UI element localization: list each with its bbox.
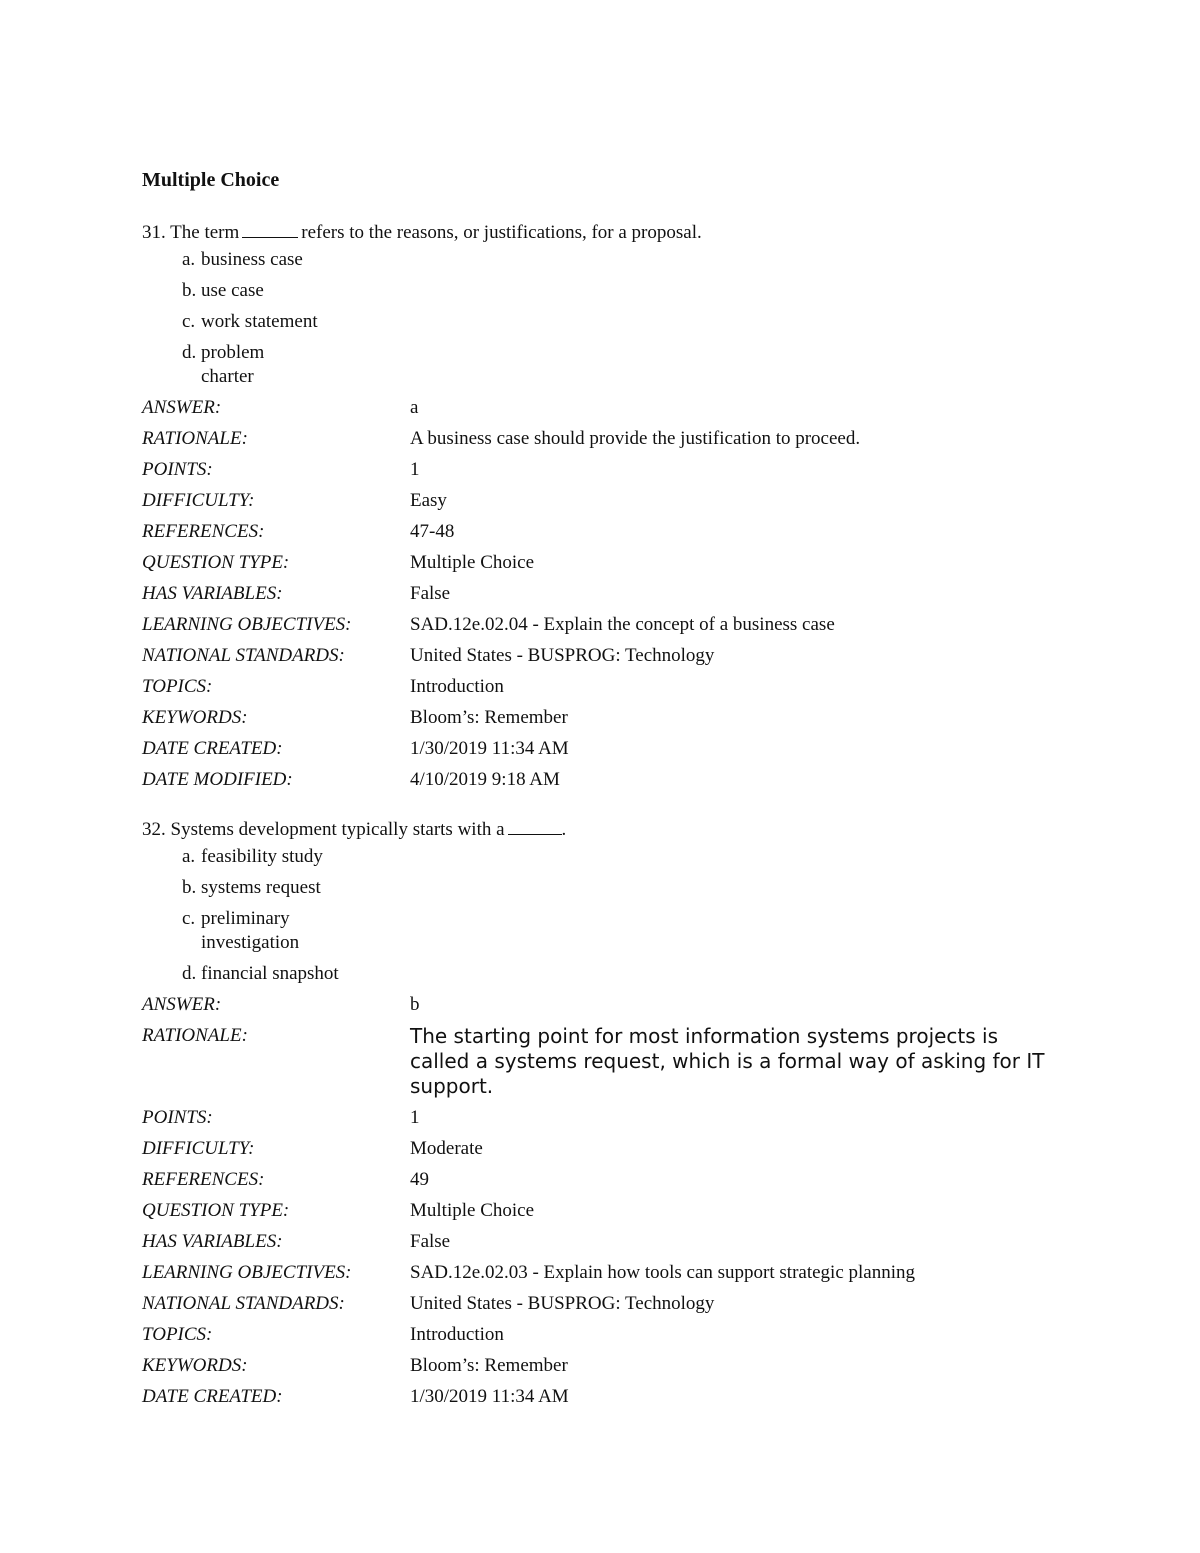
choice-text: feasibility study [201, 846, 323, 867]
keywords-label: KEYWORDS: [142, 1355, 248, 1376]
question-31 [142, 220, 1062, 799]
stem-text-before: 31. The term [142, 222, 240, 243]
topics-row [142, 675, 1062, 699]
difficulty-value: Easy [410, 490, 447, 511]
answer-value: a [410, 397, 419, 418]
section-title: Multiple Choice [142, 169, 280, 191]
question-metadata [142, 993, 1062, 1409]
answer-row [142, 396, 1062, 420]
keywords-value: Bloom’s: Remember [410, 1355, 568, 1376]
date-created-value: 1/30/2019 11:34 AM [410, 738, 569, 759]
national-standards-row [142, 1292, 1062, 1316]
references-label: REFERENCES: [142, 521, 265, 542]
topics-label: TOPICS: [142, 1324, 213, 1345]
choice-letter: b. [182, 280, 197, 301]
keywords-row [142, 1354, 1062, 1378]
learning-objectives-label: LEARNING OBJECTIVES: [142, 1262, 352, 1283]
difficulty-label: DIFFICULTY: [142, 490, 255, 511]
choice-text: financial snapshot [201, 963, 339, 984]
answer-label: ANSWER: [142, 397, 222, 418]
learning-objectives-value: SAD.12e.02.04 - Explain the concept of a business case [410, 614, 835, 635]
choice-d [142, 962, 401, 986]
choice-text: use case [201, 280, 264, 301]
choice-letter: d. [182, 963, 197, 984]
date-created-label: DATE CREATED: [142, 1386, 283, 1407]
keywords-value: Bloom’s: Remember [410, 707, 568, 728]
date-created-label: DATE CREATED: [142, 738, 283, 759]
question-type-value: Multiple Choice [410, 1200, 535, 1221]
choice-letter: b. [182, 877, 197, 898]
choice-d [142, 341, 281, 389]
topics-value: Introduction [410, 676, 504, 697]
has-variables-row [142, 582, 1062, 606]
choice-c [142, 907, 316, 955]
question-stem [142, 817, 1062, 842]
choice-text: preliminary investigation [201, 908, 300, 953]
learning-objectives-value: SAD.12e.02.03 - Explain how tools can support strategic planning [410, 1262, 916, 1283]
references-row [142, 520, 1062, 544]
date-modified-value: 4/10/2019 9:18 AM [410, 769, 560, 790]
answer-blank [508, 817, 562, 835]
references-label: REFERENCES: [142, 1169, 265, 1190]
answer-value: b [410, 994, 420, 1015]
answer-blank [242, 220, 298, 238]
references-value: 47-48 [410, 521, 455, 542]
choice-b [142, 876, 401, 900]
question-type-row [142, 1199, 1062, 1223]
question-type-row [142, 551, 1062, 575]
rationale-row [142, 427, 1062, 451]
has-variables-label: HAS VARIABLES: [142, 583, 283, 604]
date-created-row [142, 1385, 1062, 1409]
learning-objectives-row [142, 1261, 1062, 1285]
keywords-row [142, 706, 1062, 730]
national-standards-value: United States - BUSPROG: Technology [410, 1293, 715, 1314]
topics-value: Introduction [410, 1324, 504, 1345]
choice-text: work statement [201, 311, 318, 332]
stem-text-after: refers to the reasons, or justifications, for a proposal. [301, 222, 702, 243]
rationale-label: RATIONALE: [142, 428, 248, 449]
choice-letter: a. [182, 249, 196, 270]
difficulty-label: DIFFICULTY: [142, 1138, 255, 1159]
choice-list [142, 248, 1062, 389]
keywords-label: KEYWORDS: [142, 707, 248, 728]
rationale-value: A business case should provide the justification to proceed. [410, 428, 861, 449]
difficulty-row [142, 1137, 1062, 1161]
choice-a [142, 248, 401, 272]
question-32 [142, 817, 1062, 1416]
choice-list [142, 845, 1062, 986]
date-created-value: 1/30/2019 11:34 AM [410, 1386, 569, 1407]
choice-text: systems request [201, 877, 321, 898]
answer-label: ANSWER: [142, 994, 222, 1015]
points-row [142, 1106, 1062, 1130]
national-standards-label: NATIONAL STANDARDS: [142, 1293, 345, 1314]
national-standards-row [142, 644, 1062, 668]
question-type-value: Multiple Choice [410, 552, 535, 573]
choice-letter: c. [182, 908, 196, 929]
choice-c [142, 310, 401, 334]
question-type-label: QUESTION TYPE: [142, 552, 290, 573]
topics-row [142, 1323, 1062, 1347]
points-label: POINTS: [142, 459, 213, 480]
national-standards-label: NATIONAL STANDARDS: [142, 645, 345, 666]
difficulty-value: Moderate [410, 1138, 483, 1159]
stem-text-after: . [561, 819, 567, 840]
date-created-row [142, 737, 1062, 761]
references-row [142, 1168, 1062, 1192]
learning-objectives-label: LEARNING OBJECTIVES: [142, 614, 352, 635]
choice-text: business case [201, 249, 303, 270]
points-value: 1 [410, 1107, 420, 1128]
has-variables-value: False [410, 1231, 451, 1252]
choice-text: problem charter [201, 342, 265, 387]
choice-letter: d. [182, 342, 197, 363]
rationale-row [142, 1024, 1062, 1099]
rationale-value: The starting point for most information systems projects is called a systems request, which is a formal way of asking for IT support. [410, 1024, 1045, 1098]
stem-text-before: 32. Systems development typically starts with a [142, 819, 505, 840]
choice-b [142, 279, 401, 303]
answer-row [142, 993, 1062, 1017]
choice-a [142, 845, 401, 869]
points-value: 1 [410, 459, 420, 480]
learning-objectives-row [142, 613, 1062, 637]
topics-label: TOPICS: [142, 676, 213, 697]
rationale-label: RATIONALE: [142, 1025, 248, 1046]
question-stem [142, 220, 1062, 245]
has-variables-row [142, 1230, 1062, 1254]
choice-letter: a. [182, 846, 196, 867]
national-standards-value: United States - BUSPROG: Technology [410, 645, 715, 666]
has-variables-label: HAS VARIABLES: [142, 1231, 283, 1252]
points-row [142, 458, 1062, 482]
question-type-label: QUESTION TYPE: [142, 1200, 290, 1221]
date-modified-row [142, 768, 1062, 792]
has-variables-value: False [410, 583, 451, 604]
choice-letter: c. [182, 311, 196, 332]
difficulty-row [142, 489, 1062, 513]
references-value: 49 [410, 1169, 429, 1190]
question-metadata [142, 396, 1062, 792]
date-modified-label: DATE MODIFIED: [142, 769, 293, 790]
points-label: POINTS: [142, 1107, 213, 1128]
